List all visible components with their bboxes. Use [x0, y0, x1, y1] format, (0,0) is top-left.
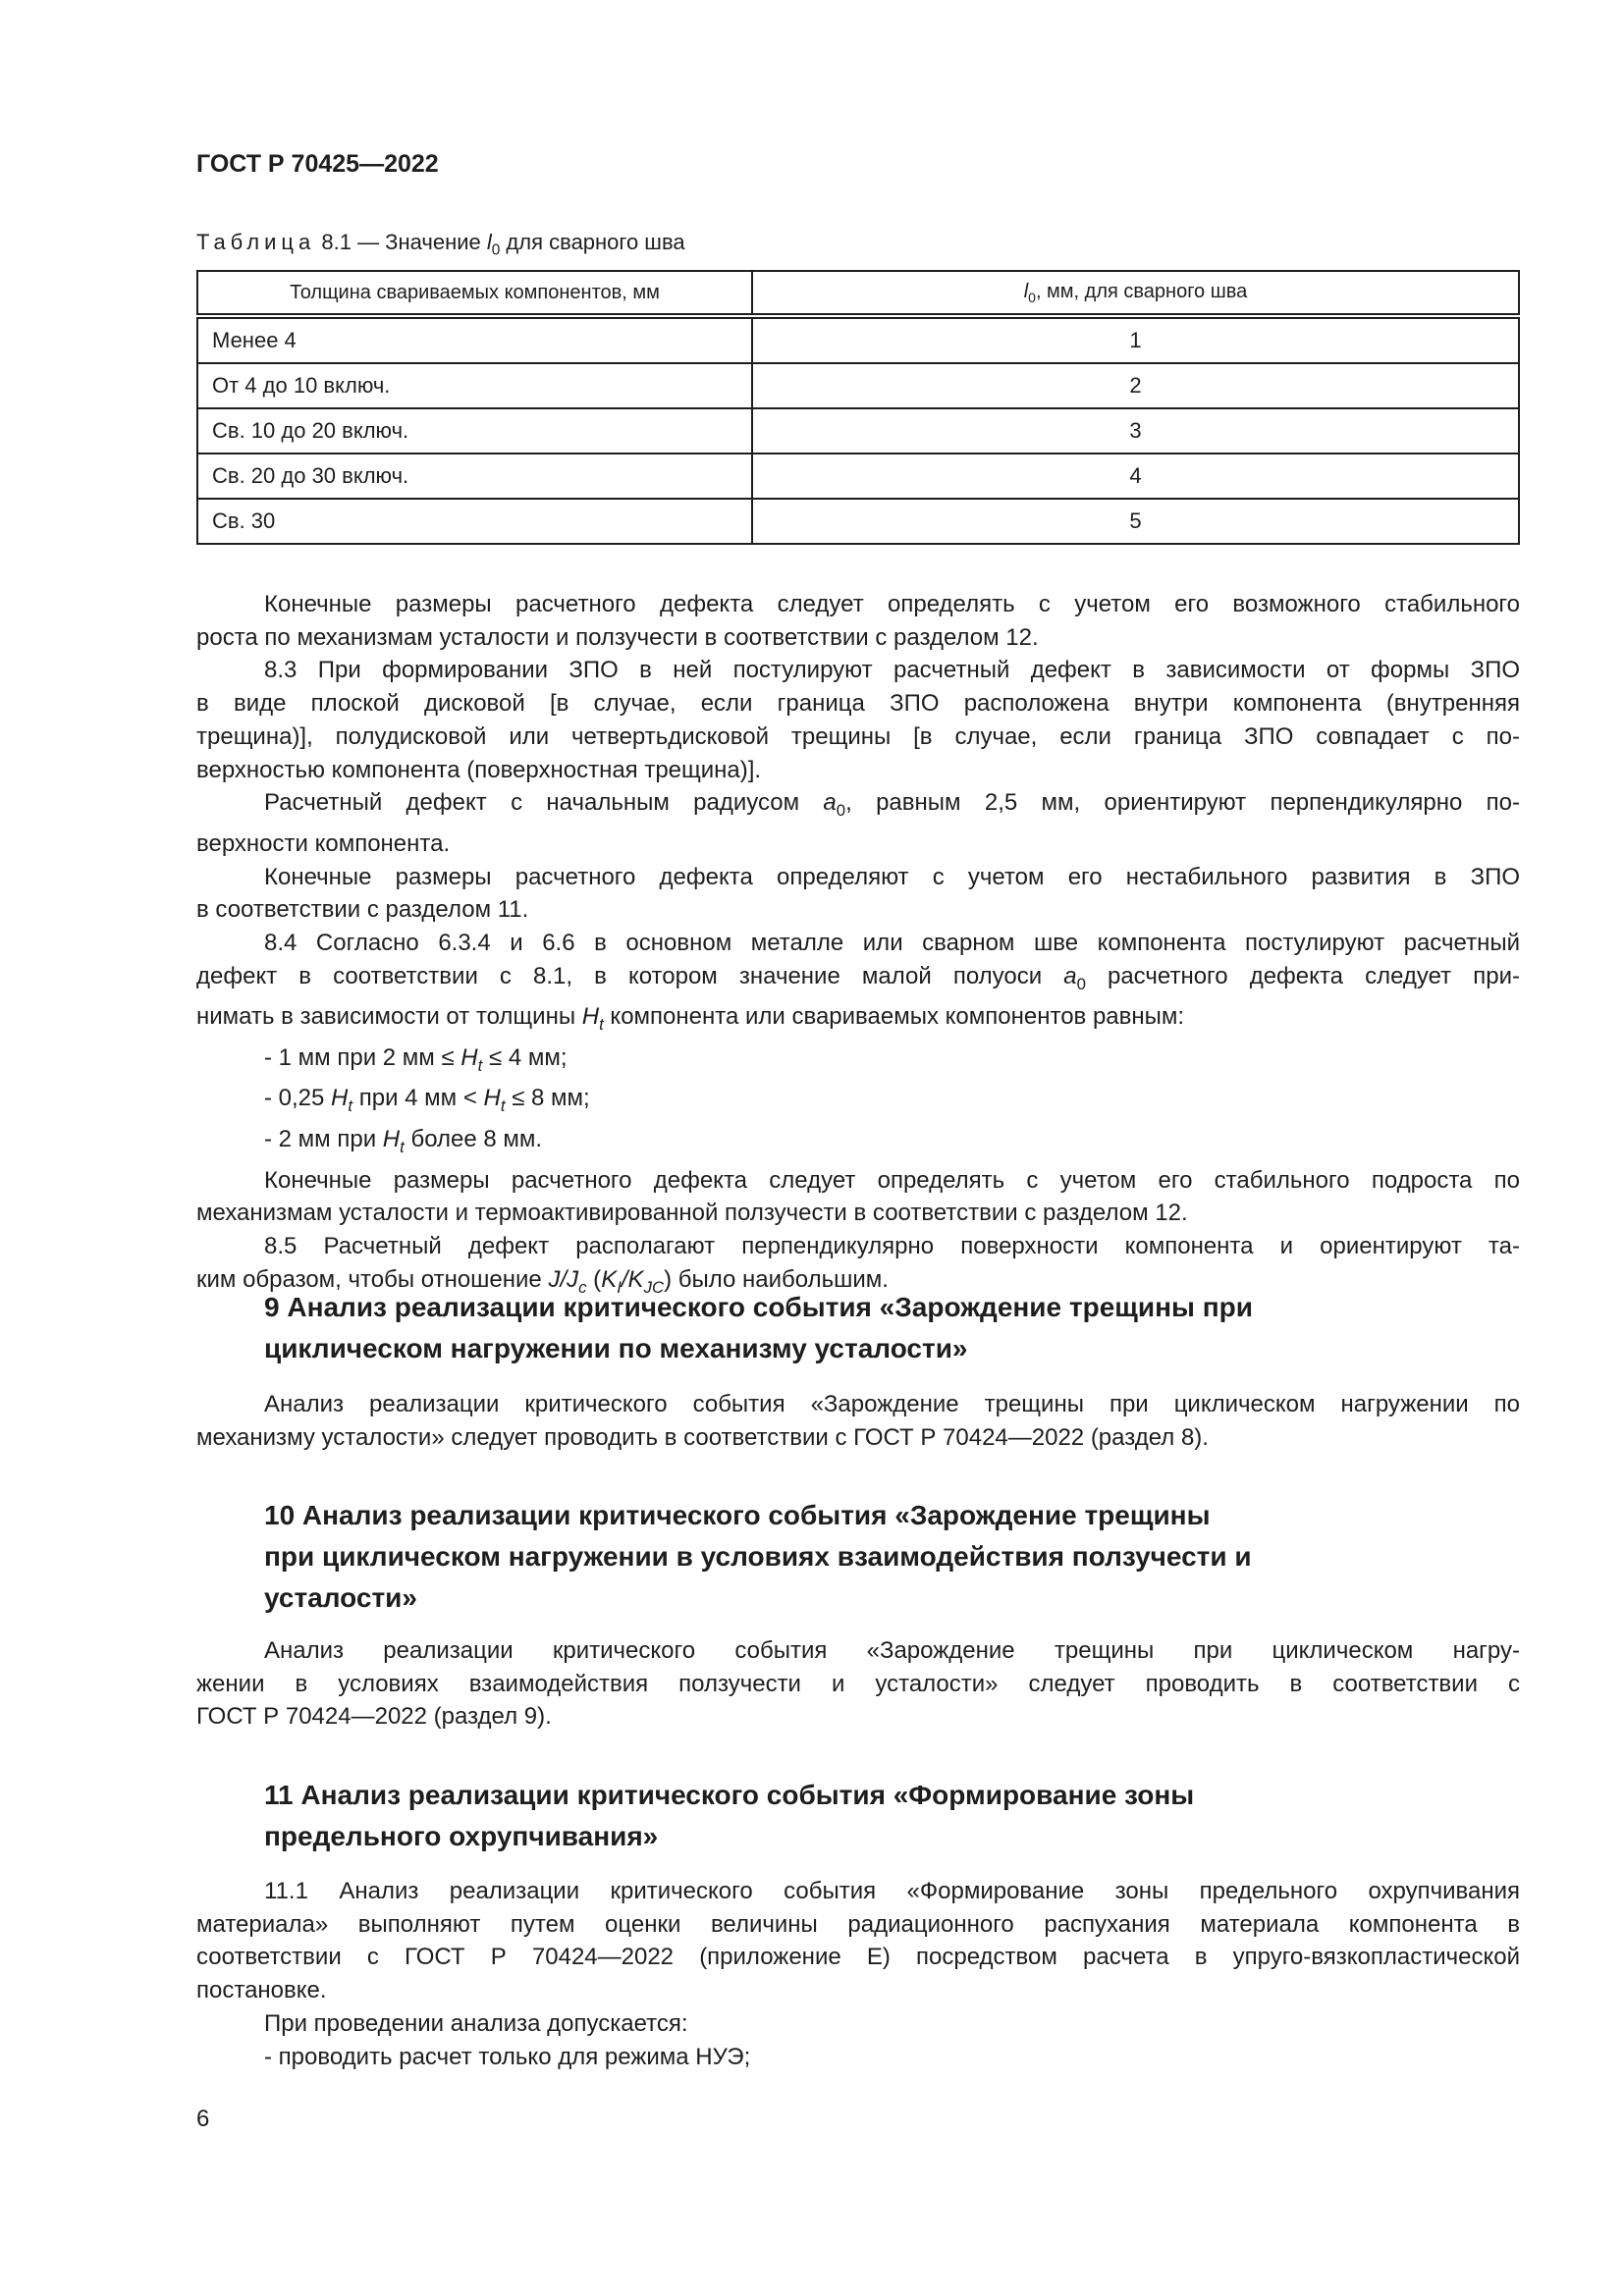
heading-section-11 — [264, 1775, 1194, 1857]
text-run: При проведении анализа допускается: — [264, 2009, 688, 2037]
paragraph — [196, 1875, 1520, 2007]
text-run: ≤ 4 мм; — [482, 1043, 568, 1071]
italic-symbol: H — [382, 1125, 401, 1152]
text-run: верхности компонента. — [196, 829, 451, 857]
text-run: роста по механизмам усталости и ползучести в соответствии с разделом 12. — [196, 623, 1039, 651]
subscript: t — [500, 1096, 506, 1116]
text-run: компонента или свариваемых компонентов равным: — [603, 1003, 1185, 1031]
heading-line: 10 Анализ реализации критического события «Зарождение трещины — [264, 1500, 1211, 1530]
section-9-text — [196, 1388, 1520, 1454]
thickness-cell: Менее 4 — [197, 316, 752, 363]
text-line — [196, 2007, 1520, 2041]
heading-section-10 — [264, 1495, 1252, 1619]
text-line — [196, 2041, 1520, 2074]
text-run: - проводить расчет только для режима НУЭ; — [264, 2043, 751, 2070]
paragraph — [196, 1082, 1520, 1123]
text-line — [196, 1041, 1520, 1083]
text-run: постановке. — [196, 1977, 327, 2004]
table-row — [197, 408, 1519, 454]
text-line — [196, 828, 1520, 861]
section-8-text — [196, 588, 1520, 1304]
page-number: 6 — [196, 2106, 210, 2132]
italic-symbol: H — [331, 1085, 349, 1112]
text-line — [196, 1908, 1520, 1942]
text-line — [196, 960, 1520, 1001]
table-header-row — [197, 271, 1519, 316]
table-row — [197, 454, 1519, 499]
subscript: t — [599, 1015, 604, 1035]
caption-number: 8.1 — Значение — [315, 230, 487, 254]
text-run: расчетного дефекта следует при- — [1085, 962, 1520, 989]
header-thickness: Толщина свариваемых компонентов, мм — [197, 271, 752, 316]
l0-value-cell: 2 — [752, 363, 1519, 408]
italic-symbol: a — [823, 789, 837, 817]
text-run: механизму усталости» следует проводить в соответствии с ГОСТ Р 70424—2022 (раздел 8). — [196, 1423, 1209, 1451]
text-run: верхностью компонента (поверхностная трещина)]. — [196, 756, 762, 783]
paragraph — [196, 654, 1520, 786]
text-line — [196, 687, 1520, 721]
text-run: 8.4 Согласно 6.3.4 и 6.6 в основном металле или сварном шве компонента постулируют расчетный — [264, 929, 1520, 956]
text-run: Конечные размеры расчетного дефекта определяют с учетом его нестабильного развития в ЗПО — [264, 863, 1520, 890]
text-line — [196, 786, 1520, 828]
subscript: t — [400, 1137, 405, 1156]
italic-symbol: H — [483, 1085, 501, 1112]
text-run: в виде плоской дисковой [в случае, если граница ЗПО расположена внутри компонента (внутренняя — [196, 690, 1520, 718]
text-run: 11.1 Анализ реализации критического события «Формирование зоны предельного охрупчивания — [264, 1878, 1520, 1904]
thickness-cell: Св. 10 до 20 включ. — [197, 408, 752, 454]
text-run: жении в условиях взаимодействия ползучести и усталости» следует проводить в соответствии с — [196, 1670, 1520, 1697]
italic-symbol: H — [460, 1043, 478, 1071]
text-run: соответствии с ГОСТ Р 70424—2022 (приложение Е) посредством расчета в упруго-вязкопластической — [196, 1944, 1520, 1971]
paragraph — [196, 1164, 1520, 1230]
subscript: 0 — [1076, 974, 1086, 993]
text-run: ( — [586, 1265, 602, 1293]
text-run: Расчетный дефект с начальным радиусом — [264, 789, 824, 817]
table-row — [197, 499, 1519, 544]
text-run: ) было наибольшим. — [664, 1265, 889, 1293]
italic-symbol: K — [601, 1265, 618, 1293]
table-row — [197, 363, 1519, 408]
header-sub: 0 — [1028, 289, 1036, 305]
text-run: дефект в соответствии с 8.1, в котором значение малой полуоси — [196, 962, 1064, 989]
header-rest: , мм, для сварного шва — [1035, 280, 1248, 302]
subscript: c — [578, 1277, 587, 1297]
caption-rest: для сварного шва — [500, 230, 685, 254]
text-line — [196, 1230, 1520, 1263]
caption-var: l — [486, 230, 492, 254]
paragraph — [196, 927, 1520, 1041]
subscript: t — [348, 1096, 353, 1116]
text-line — [196, 1700, 1520, 1734]
text-run: - 2 мм при — [264, 1125, 383, 1152]
section-10-text — [196, 1634, 1520, 1734]
heading-line: усталости» — [264, 1582, 417, 1613]
l0-value-cell: 1 — [752, 316, 1519, 363]
l0-value-cell: 3 — [752, 408, 1519, 454]
thickness-cell: Св. 20 до 30 включ. — [197, 454, 752, 499]
text-run: при 4 мм < — [352, 1085, 484, 1112]
text-line — [196, 654, 1520, 687]
text-line — [196, 1082, 1520, 1123]
heading-line: 9 Анализ реализации критического события «Зарождение трещины при — [264, 1292, 1253, 1322]
subscript: t — [477, 1055, 483, 1075]
text-line — [196, 927, 1520, 960]
text-run: Анализ реализации критического события «Зарождение трещины при циклическом нагру- — [264, 1637, 1520, 1664]
paragraph — [196, 861, 1520, 927]
text-line — [196, 1668, 1520, 1701]
text-line — [196, 861, 1520, 894]
paragraph — [196, 2007, 1520, 2041]
heading-line: 11 Анализ реализации критического события «Формирование зоны — [264, 1780, 1195, 1810]
subscript: I — [617, 1277, 622, 1297]
text-run: Конечные размеры расчетного дефекта следует определять с учетом его стабильного подроста по — [264, 1166, 1520, 1194]
paragraph — [196, 1041, 1520, 1083]
paragraph — [196, 2041, 1520, 2074]
text-line — [196, 1875, 1520, 1908]
italic-symbol: H — [581, 1003, 600, 1031]
text-line — [196, 721, 1520, 754]
heading-line: при циклическом нагружении в условиях взаимодействия ползучести и — [264, 1541, 1252, 1572]
heading-section-9 — [264, 1287, 1253, 1369]
paragraph — [196, 786, 1520, 860]
text-run: в соответствии с разделом 11. — [196, 896, 529, 924]
italic-symbol: /K — [621, 1265, 644, 1293]
l0-value-cell: 4 — [752, 454, 1519, 499]
text-run: более 8 мм. — [404, 1125, 543, 1152]
header-var: l — [1023, 280, 1029, 302]
text-line — [196, 1164, 1520, 1198]
document-code: ГОСТ Р 70425—2022 — [196, 150, 439, 178]
text-line — [196, 1974, 1520, 2007]
text-run: - 1 мм при 2 мм ≤ — [264, 1043, 461, 1071]
text-run: Анализ реализации критического события «Зарождение трещины при циклическом нагружении по — [264, 1391, 1520, 1417]
text-line — [196, 1000, 1520, 1041]
weld-l0-table — [196, 270, 1520, 545]
italic-symbol: a — [1063, 962, 1077, 989]
text-run: - 0,25 — [264, 1085, 332, 1112]
text-run: трещина)], полудисковой или четвертьдисковой трещины [в случае, если граница ЗПО совпадает с по- — [196, 722, 1520, 750]
text-run: 8.5 Расчетный дефект располагают перпендикулярно поверхности компонента и ориентируют та- — [264, 1232, 1520, 1259]
caption-sub: 0 — [491, 241, 501, 259]
text-line — [196, 1123, 1520, 1164]
text-line — [196, 1941, 1520, 1974]
text-run: материала» выполняют путем оценки величины радиационного распухания материала компонента в — [196, 1910, 1520, 1938]
italic-symbol: J/J — [548, 1265, 579, 1293]
thickness-cell: Св. 30 — [197, 499, 752, 544]
text-run: ГОСТ Р 70424—2022 (раздел 9). — [196, 1703, 552, 1731]
text-line — [196, 1421, 1520, 1455]
text-run: ≤ 8 мм; — [505, 1085, 590, 1112]
header-l0 — [752, 271, 1519, 316]
text-run: механизмам усталости и термоактивированной ползучести в соответствии с разделом 12. — [196, 1200, 1188, 1227]
section-11-text — [196, 1875, 1520, 2073]
heading-line: циклическом нагружении по механизму усталости» — [264, 1333, 968, 1363]
text-run: , равным 2,5 мм, ориентируют перпендикулярно по- — [845, 789, 1520, 817]
text-run: нимать в зависимости от толщины — [196, 1003, 582, 1031]
text-line — [196, 1197, 1520, 1230]
subscript: JC — [643, 1277, 665, 1297]
text-run: Конечные размеры расчетного дефекта следует определять с учетом его возможного стабильного — [264, 591, 1520, 617]
l0-value-cell: 5 — [752, 499, 1519, 544]
paragraph — [196, 1388, 1520, 1454]
text-line — [196, 754, 1520, 787]
text-line — [196, 893, 1520, 927]
subscript: 0 — [836, 801, 846, 821]
table-row — [197, 316, 1519, 363]
text-line — [196, 1388, 1520, 1421]
paragraph — [196, 1634, 1520, 1734]
text-run: 8.3 При формировании ЗПО в ней постулируют расчетный дефект в зависимости от формы ЗПО — [264, 657, 1520, 684]
caption-label: Таблица — [196, 230, 316, 254]
paragraph — [196, 1123, 1520, 1164]
text-line — [196, 1634, 1520, 1668]
text-line — [196, 621, 1520, 655]
text-line — [196, 588, 1520, 621]
table-caption — [196, 230, 685, 259]
text-run: ким образом, чтобы отношение — [196, 1265, 549, 1293]
paragraph — [196, 588, 1520, 654]
heading-line: предельного охрупчивания» — [264, 1821, 659, 1851]
thickness-cell: От 4 до 10 включ. — [197, 363, 752, 408]
